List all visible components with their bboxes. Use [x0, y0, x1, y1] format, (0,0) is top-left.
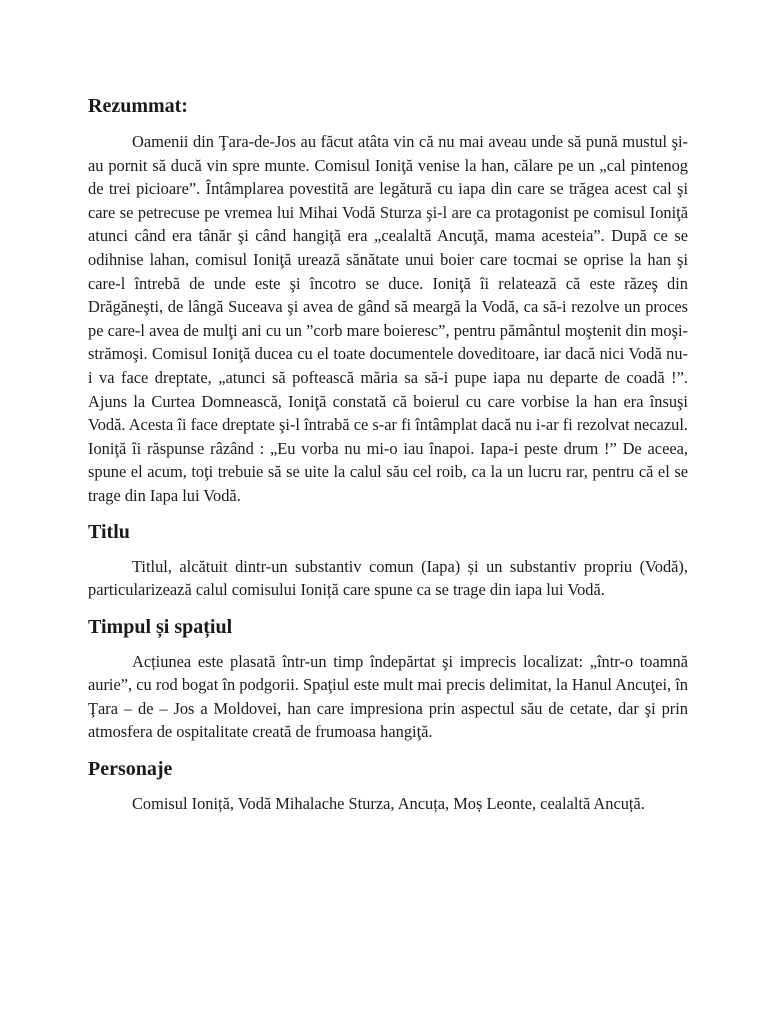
- section-personaje: [88, 756, 688, 816]
- section-timp-spatiu: [88, 614, 688, 744]
- paragraph-timp-spatiu: Acțiunea este plasată într-un timp îndepărtat şi imprecis localizat: „într-o toamnă aurie”, cu rod bogat în podgorii. Spaţiul este mult mai precis delimitat, la Hanul Ancuţei, în Ţara – de – Jos a Moldovei, han care impresiona prin aspectul său de cetate, dar şi prin atmosfera de ospitalitate creată de frumoasa hangiţă.: [88, 651, 688, 742]
- heading-titlu: Titlu: [88, 520, 130, 543]
- document-page: [88, 93, 688, 816]
- heading-rezumat: Rezummat:: [88, 95, 188, 117]
- paragraph-rezumat: Oamenii din Ţara-de-Jos au făcut atâta vin că nu mai aveau unde să pună mustul şi-au pornit să ducă vin spre munte. Comisul Ioniţă venise la han, călare pe un „cal pintenog de trei picioare”. Întâmplarea povestită are legătură cu iapa din care se trăgea acest cal şi care se petrecuse pe vremea lui Mihai Vodă Sturza şi-l are ca protagonist pe comisul Ioniţă atunci când era tânăr şi când hangiţă era „cealaltă Ancuţă, mama acesteia”. După ce se odihnise lahan, comisul Ioniţă urează sănătate unui boier care tocmai se oprise la han şi care-l întrebă de unde este şi încotro se duce. Ioniţă îi relatează că este răzeş din Drăgăneşti, de lângă Suceava şi avea de gând să meargă la Vodă, ca să-i rezolve un proces pe care-l avea de mulţi ani cu un ”corb mare boieresc”, pentru pământul moştenit din moşi-strămoşi. Comisul Ioniţă ducea cu el toate documentele doveditoare, iar dacă nici Vodă nu-i va face dreptate, „atunci să poftească măria sa să-i pupe iapa nu departe de coadă !”. Ajuns la Curtea Domnească, Ioniţă constată că boierul cu care vorbise la han era însuşi Vodă. Acesta îi face dreptate şi-l întrabă ce s-ar fi întâmplat dacă nu i-ar fi rezolvat necazul. Ioniţă îi răspunse râzând : „Eu vorba nu mi-o iau înapoi. Iapa-i peste drum !” De aceea, spune el acum, toţi trebuie să se uite la calul său cel roib, ca la un lucru rar, pentru că el se trage din Iapa lui Vodă.: [88, 132, 688, 505]
- paragraph-personaje: Comisul Ioniță, Vodă Mihalache Sturza, Ancuța, Moș Leonte, cealaltă Ancuță.: [132, 794, 645, 814]
- heading-timp-spatiu: Timpul și spațiul: [88, 615, 233, 638]
- section-titlu: [88, 519, 688, 602]
- section-rezumat: [88, 93, 688, 508]
- heading-personaje: Personaje: [88, 758, 173, 781]
- paragraph-titlu: Titlul, alcătuit dintr-un substantiv comun (Iapa) și un substantiv propriu (Vodă), particularizează calul comisului Ioniță care spune ca se trage din iapa lui Vodă.: [88, 556, 688, 600]
